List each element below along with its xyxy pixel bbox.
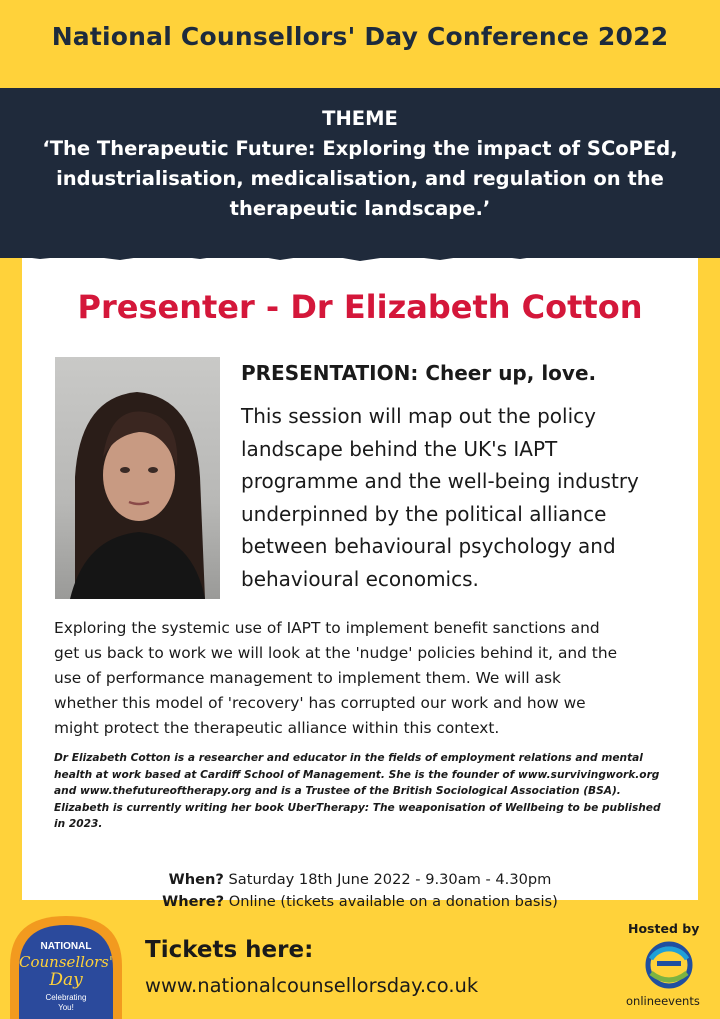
theme-label: THEME <box>322 107 398 130</box>
theme-line-3: therapeutic landscape.’ <box>229 197 491 220</box>
theme-line-2: industrialisation, medicalisation, and regulation on the <box>56 167 664 190</box>
exploring-line: get us back to work we will look at the 'nudge' policies behind it, and the <box>54 644 618 662</box>
tickets-link[interactable]: www.nationalcounsellorsday.co.uk <box>145 974 479 997</box>
when-row <box>0 869 720 891</box>
logo-line2: Counsellors' <box>18 953 114 971</box>
when-label: When? <box>168 871 224 888</box>
national-counsellors-day-logo <box>5 911 127 1019</box>
summary-line: This session will map out the policy <box>241 404 596 428</box>
where-row <box>0 891 720 913</box>
exploring-paragraph <box>54 616 694 741</box>
bio-line: in 2023. <box>54 818 103 831</box>
presenter-heading: Presenter - Dr Elizabeth Cotton <box>77 288 643 326</box>
event-details <box>0 869 720 913</box>
where-label: Where? <box>162 893 225 910</box>
logo-line5: You! <box>58 1003 74 1012</box>
online-events-icon <box>643 941 695 989</box>
summary-line: behavioural economics. <box>241 566 479 591</box>
exploring-line: use of performance management to implement them. We will ask <box>54 669 561 687</box>
exploring-line: Exploring the systemic use of IAPT to implement benefit sanctions and <box>54 619 600 637</box>
where-value: Online (tickets available on a donation basis) <box>224 893 558 910</box>
exploring-line: might protect the therapeutic alliance within this context. <box>54 719 500 737</box>
when-value: Saturday 18th June 2022 - 9.30am - 4.30pm <box>223 871 552 888</box>
summary-line: between behavioural psychology and <box>241 534 616 558</box>
presenter-photo <box>55 357 220 599</box>
tickets-heading: Tickets here: <box>145 937 314 963</box>
conference-title: National Counsellors' Day Conference 2022 <box>51 22 669 51</box>
theme-block <box>20 104 700 224</box>
theme-line-1: ‘The Therapeutic Future: Exploring the impact of SCoPEd, <box>42 137 678 160</box>
hosted-by-label: Hosted by <box>628 921 700 936</box>
bio-line: health at work based at Cardiff School of Management. She is the founder of www.survivingwork.org <box>54 768 660 781</box>
bio-line: Dr Elizabeth Cotton is a researcher and educator in the fields of employment relations and mental <box>54 752 643 764</box>
summary-line: programme and the well-being industry <box>241 469 639 493</box>
bio-line: Elizabeth is currently writing her book UberTherapy: The weaponisation of Wellbeing to be published <box>54 801 661 814</box>
logo-line1: NATIONAL <box>40 941 92 952</box>
exploring-line: whether this model of 'recovery' has corrupted our work and how we <box>54 694 586 712</box>
summary-line: landscape behind the UK's IAPT <box>241 436 558 461</box>
online-events-name: onlineevents <box>626 994 700 1008</box>
presentation-summary <box>241 400 701 595</box>
presentation-title: PRESENTATION: Cheer up, love. <box>241 361 597 385</box>
bio-line: and www.thefutureoftherapy.org and is a Trustee of the British Sociological Association (BSA). <box>54 785 621 798</box>
presenter-bio <box>54 750 694 833</box>
summary-line: underpinned by the political alliance <box>241 501 607 526</box>
logo-line3: Day <box>49 970 83 990</box>
torn-edge <box>0 242 720 272</box>
logo-line4: Celebrating <box>45 993 87 1002</box>
